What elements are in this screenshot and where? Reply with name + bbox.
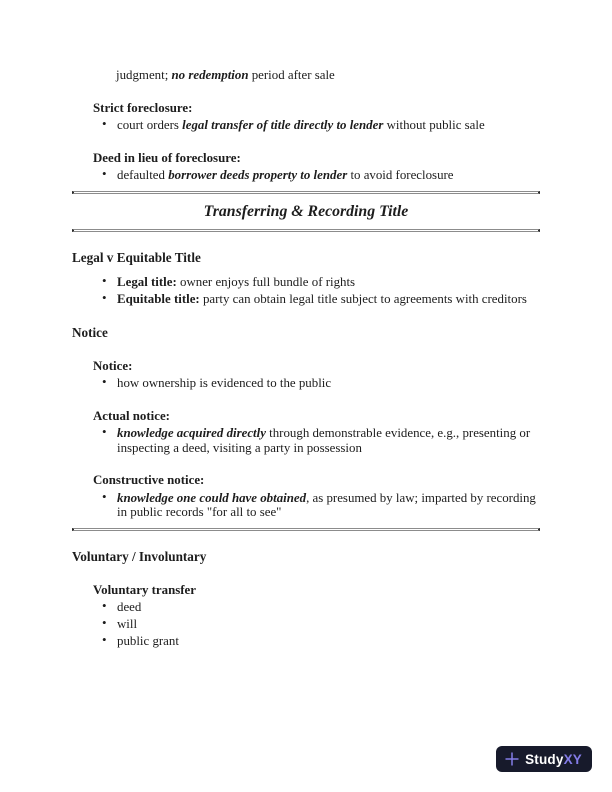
section-heading bbox=[72, 251, 540, 266]
bullet-icon: • bbox=[102, 165, 107, 181]
document-body bbox=[72, 68, 540, 649]
bullet-icon: • bbox=[102, 115, 107, 131]
sub-heading bbox=[93, 359, 540, 374]
section-heading bbox=[72, 550, 540, 565]
text-run: Equitable title: bbox=[117, 292, 200, 307]
plus-icon bbox=[504, 751, 520, 767]
text-run: Notice bbox=[72, 325, 108, 341]
divider-rule bbox=[72, 191, 540, 194]
bullet-icon: • bbox=[102, 374, 107, 390]
divider-rule bbox=[72, 528, 540, 531]
bullet-icon: • bbox=[102, 615, 107, 631]
sub-heading bbox=[93, 151, 540, 166]
section-title bbox=[72, 202, 540, 221]
text-run: how ownership is evidenced to the public bbox=[117, 376, 332, 391]
bullet-item bbox=[93, 115, 540, 133]
sub-heading bbox=[93, 583, 540, 598]
text-run: deed bbox=[117, 599, 142, 614]
text-run: borrower deeds property to lender bbox=[168, 167, 348, 182]
text-run: without public sale bbox=[383, 117, 485, 132]
text-run: knowledge acquired directly bbox=[117, 425, 266, 440]
bullet-item bbox=[93, 292, 540, 307]
document-page bbox=[72, 68, 540, 649]
bullet-icon: • bbox=[102, 290, 107, 306]
divider-rule bbox=[72, 229, 540, 232]
bullet-icon: • bbox=[102, 273, 107, 289]
studyxy-logo bbox=[496, 746, 592, 772]
bullet-item bbox=[93, 275, 540, 290]
bullet-item bbox=[93, 376, 540, 391]
text-run: Legal title: bbox=[117, 275, 177, 290]
body-text bbox=[116, 68, 540, 83]
text-run: Deed in lieu of foreclosure: bbox=[93, 150, 241, 165]
bullet-item bbox=[93, 617, 540, 632]
bullet-item bbox=[93, 423, 540, 455]
sub-heading bbox=[93, 101, 540, 116]
logo-brand-accent: XY bbox=[563, 751, 582, 767]
text-run: through demonstrable evidence, e.g., presenting or inspecting a deed, visiting a party in possession bbox=[117, 425, 531, 455]
bullet-item bbox=[93, 488, 540, 520]
text-run: party can obtain legal title subject to agreements with creditors bbox=[199, 292, 527, 307]
bullet-icon: • bbox=[102, 488, 107, 504]
text-run: Transferring & Recording Title bbox=[203, 202, 409, 220]
text-run: Legal v Equitable Title bbox=[72, 249, 201, 265]
text-run: public grant bbox=[117, 634, 179, 649]
section-heading bbox=[72, 326, 540, 341]
bullet-item bbox=[93, 597, 540, 615]
text-run: court orders bbox=[117, 117, 183, 132]
text-run: owner enjoys full bundle of rights bbox=[176, 275, 356, 290]
bullet-icon: • bbox=[102, 632, 107, 648]
text-run: judgment; bbox=[116, 68, 172, 82]
text-run: Constructive notice: bbox=[93, 473, 205, 488]
bullet-icon: • bbox=[102, 597, 107, 613]
text-run: no redemption bbox=[171, 68, 249, 82]
text-run: Voluntary transfer bbox=[93, 582, 196, 597]
text-run: Strict foreclosure: bbox=[93, 100, 193, 115]
bullet-item bbox=[93, 165, 540, 183]
bullet-item bbox=[93, 634, 540, 649]
text-run: Voluntary / Involuntary bbox=[72, 548, 207, 564]
logo-brand-primary: Study bbox=[525, 751, 564, 767]
text-run: defaulted bbox=[117, 167, 169, 182]
text-run: legal transfer of title directly to lender bbox=[182, 117, 384, 132]
text-run: period after sale bbox=[248, 68, 335, 82]
text-run: , as presumed by law; imparted by recording in public records "for all to see" bbox=[117, 490, 536, 520]
text-run: to avoid foreclosure bbox=[347, 167, 454, 182]
text-run: Notice: bbox=[93, 358, 133, 373]
text-run: will bbox=[117, 617, 138, 632]
sub-heading bbox=[93, 409, 540, 424]
bullet-icon: • bbox=[102, 423, 107, 439]
text-run: knowledge one could have obtained bbox=[117, 490, 307, 505]
text-run: Actual notice: bbox=[93, 408, 170, 423]
sub-heading bbox=[93, 473, 540, 488]
